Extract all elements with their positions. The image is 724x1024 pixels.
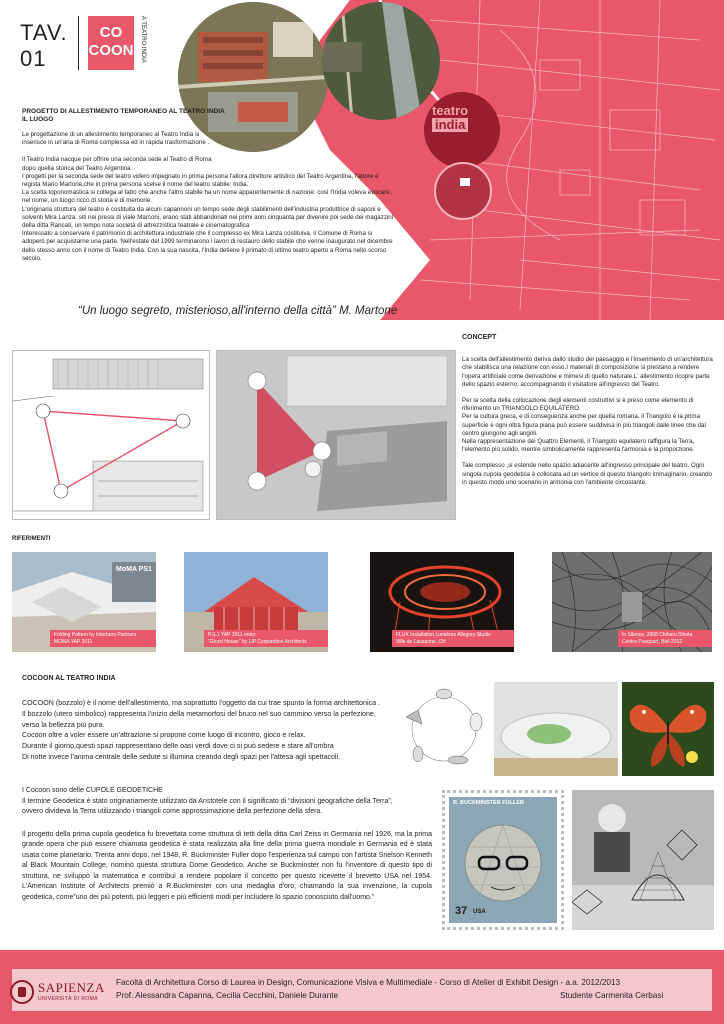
intro-p6: Interessato a conservare il patrimonio di architettura industriale che il complesso ex Mira Lanza costituiva, il Comune di Roma si adoperò per acquistarne una parte. Nell'estate del 1999 terminarono i lavori di restauro dello stabile che venne inaugurato nel dicembre dello stesso anno con il nome di Teatro India. Con la sua nascita, l'India detiene il primato di ultimo teatro aperto a Roma nello scorso secolo.: [22, 230, 393, 262]
reference-image-1: [12, 552, 156, 652]
reference-caption-2-line1: P.S.1 YAP 2011 entry:: [208, 632, 257, 638]
intro-p4: La scelta toponomastica si collega al fatto che anche l'altro stabile ha un nome apparentemente di nazione: così l'India voleva evocare, nel nome, un luogo ricco di storia e di memorie.: [22, 189, 392, 205]
geodetic-line-2: Il termine Geodetica è stato originariamente utilizzato da Aristotele con il significato di “divisioni geografiche della Terra”,: [22, 797, 393, 805]
sapienza-seal: [10, 980, 34, 1004]
cocoon-line-4: Cocoon oltre a voler essere un'attrazione si propone come luogo di incontro, gioco e relax.: [22, 731, 306, 740]
university-subtitle: UNIVERSITÀ DI ROMA: [38, 996, 98, 1002]
course-line: Facoltà di Architettura Corso di Laurea in Design, Comunicazione Visiva e Multimediale - Corso di Atelier di Exhibit Design - a.a. 2012/2013: [116, 978, 621, 987]
cocoon-line-6: Di notte invece l'anima centrale delle sedute si illumina creando degli spazi per l'attesa agli spettacoli.: [22, 752, 341, 761]
intro-p1: Le progettazione di un allestimento temporaneo al Teatro India si inserisce in un'aria di Roma complessa ed in rapida trasformazione .: [22, 131, 210, 147]
header-divider: [78, 16, 79, 70]
logo-line-1: CO: [99, 24, 123, 41]
site-plan-drawing: [12, 350, 210, 520]
3d-site-model: [216, 350, 456, 520]
butterfly-photo: [622, 682, 714, 776]
cocoon-title: COCOON AL TEATRO INDIA: [22, 675, 116, 682]
concept-p5: Tale complesso ,si estende nello spazio adiacente all'ingresso principale del teatro. Ogni singola cupola geodetica è collocata ad un vertice di questo triangolo immaginario, creando in questo modo uno scenario in armonia con l'ambiente circostante.: [462, 462, 713, 486]
moma-sign: MoMA PS1: [116, 566, 152, 573]
reference-caption-3: [392, 630, 514, 647]
concept-p3: Per la cultura greca, e di conseguenza anche per quella romana, il Triangolo è la prima superficie e ogni oltra figura piana può essere suddivisa in più triangoli dalle linee che dal centro giungono agli angoli.: [462, 413, 706, 437]
stamp-country: USA: [473, 909, 486, 915]
reference-caption-4-line2: Centro Pasquart, Biel 2012: [622, 638, 683, 645]
stamp-value: 37: [455, 905, 468, 917]
reference-caption-4-line1: In Silence, 2008 Chiharu Shiota: [622, 632, 693, 638]
entrance-photo-circle: [434, 162, 492, 220]
geodetic-text-block: [22, 786, 432, 903]
reference-caption-2: [204, 630, 328, 647]
reference-caption-1: [50, 630, 156, 647]
geodetic-paragraph: Il progetto della prima cupola geodetica fu brevettata come struttura di tetti della ditta Carl Zeiss in Germania nel 1926, ma la prima grande opera che può essere chiamata geodetica è stata realizzata alla fine della prima guerra mondiale in Germania ed è stata usata come planetario. Trenta anni dopo, nel 1948, R. Buckminster Fuller dopo l'esperienza sul campo con l'artista Snelson Kenneth al Black Mountain College, nominò questa struttura Dome Geodetico. Anche se Buckminster non fu l'inventore di questo tipo di struttura, ne sviluppò la matematica e contribuì a rendere popolare il concetto per questo ricevette il brevetto USA nel 1954. L'American Institute of Architects premiò a R.Buckminster con una medaglia d'oro, chiamando la sua invenzione, la cupola geodetica, come”uno dei più potenti, più leggeri e più efficienti modi per includere lo spazio conosciuto dall'uomo.”: [22, 830, 432, 901]
geodetic-line-1: I Cocoon sono delle CUPOLE GEODETICHE: [22, 787, 163, 794]
student-name: Studente Carmenita Cerbasi: [560, 991, 664, 1000]
logo-line-2: COON: [88, 42, 134, 59]
sign-teatro: teatro: [432, 103, 469, 118]
reference-image-4: [552, 552, 712, 652]
concept-p1: La scelta dell'allestimento deriva dallo studio del paesaggio e l'inserimento di un'architettura che stabilisca una relazione con esso.I materiali di composizione si prestano a rendere l'opera artificiale come derivazione e mimesi di quello naturale.L' allestimento ricopre parte dello spazio esterno, accompagnando il visitatore all'ingresso del Teatro.: [462, 356, 713, 388]
teatro-india-sign-circle: [424, 92, 500, 168]
concept-text-block: [462, 334, 714, 487]
cocoon-line-5: Durante il giorno,questi spazi rappresentano delle oasi verdi dove ci si può sedere e stare all'ombra: [22, 742, 334, 751]
cocoon-line-2: Il bozzolo (utero simbolico) rappresenta l'inizio della metamorfosi del bruco nel suo cammino verso la perfezione,: [22, 709, 376, 718]
university-title: SAPIENZA: [38, 980, 105, 995]
reference-image-2: [184, 552, 328, 652]
professors-line: Prof. Alessandra Capanna, Cecilia Cecchini, Daniele Durante: [116, 991, 339, 1000]
fuller-dome-photo: [572, 790, 714, 930]
references-title: RIFERIMENTI: [12, 536, 51, 542]
cocoon-photo: [494, 682, 618, 776]
geodetic-line-3: ovvero divideva la Terra utilizzando i triangoli come approssimazione della perfezione della sfera.: [22, 808, 323, 815]
martone-quote: “Un luogo segreto, misterioso,all'interno della città” M. Martone: [78, 305, 398, 317]
intro-title: PROGETTO DI ALLESTIMENTO TEMPORANEO AL TEATRO INDIA: [22, 108, 225, 115]
cocoon-line-1: COCOON (bozzolo) è il nome dell'allestimento, ma soprattutto l'oggetto da cui trae spunto la forma architettonica .: [22, 699, 380, 707]
buckminster-stamp: [442, 790, 564, 930]
intro-p5: L'originaria struttura del teatro è costituita da alcuni capannoni un tempo sede degli stabilimenti dell'industria produttrice di saponi e solventi Mira Lanza: siti nei pressi di viale Marconi, erano stati abbandonati nei primi anni cinquanta per divenire poi sede dei magazzini della ditta Rancati, un tempo nota società di attrezzistica teatrale e cinematografica: [22, 205, 394, 230]
reference-image-3: [370, 552, 514, 652]
cocoon-line-3: verso la bellezza più pura.: [22, 720, 105, 729]
reference-caption-2-line2: “Ghost House” by LIP Corporation Architects: [208, 638, 307, 645]
concept-p2: Per la scelta della collocazione degli elementi costruttivi si è preso come elemento di riferimento un TRIANGOLO EQUILATERO.: [462, 397, 694, 413]
reference-caption-3-line2: Ville de Lausanne, CH: [396, 638, 446, 645]
reference-caption-1-line1: Folding Pattern by Interboro Partners: [54, 632, 137, 638]
logo-tagline: A TEATRO INDIA: [140, 16, 146, 63]
sign-india: india: [432, 118, 468, 132]
intro-text-block: [22, 108, 394, 263]
cocoon-text-block: [22, 698, 390, 763]
metamorphosis-diagram: [398, 682, 490, 776]
reference-caption-3-line1: FLUX Installation Lumières Allegory Studio: [396, 632, 491, 638]
sheet-number: [20, 20, 68, 72]
river-photo-circle: [322, 2, 440, 120]
university-name: [38, 980, 105, 1002]
reference-caption-4: [618, 630, 712, 647]
intro-subtitle: IL LUOGO: [22, 116, 54, 123]
concept-p4: Nella rappresentazione dei Quattro Elementi, il Triangolo equilatero raffigura la Terra, l'elemento più solido, mentre simbolicamente rappresenta l'armonia e la proporzione.: [462, 438, 695, 454]
intro-p3: I progetti per la seconda sede del teatro videro impegnato in prima persona l'allora direttore artistico del Teatro Argentina, l'attore e regista Mario Martone,che in prima persona scelse il nome del teatro stabile: India.: [22, 172, 379, 189]
sheet-number-label: TAV.: [20, 20, 68, 45]
cocoon-logo: [88, 16, 134, 70]
sheet-number-value: 01: [20, 46, 47, 71]
intro-p2: Il Teatro India nacque per offrire una seconda sede al Teatro di Roma dopo quella storica del Teatro Argentina.: [22, 156, 212, 172]
reference-caption-1-line2: MOMA YAP 2011: [54, 638, 93, 645]
stamp-name: R. BUCKMINSTER FULLER: [453, 800, 524, 806]
concept-title: CONCEPT: [462, 334, 497, 341]
